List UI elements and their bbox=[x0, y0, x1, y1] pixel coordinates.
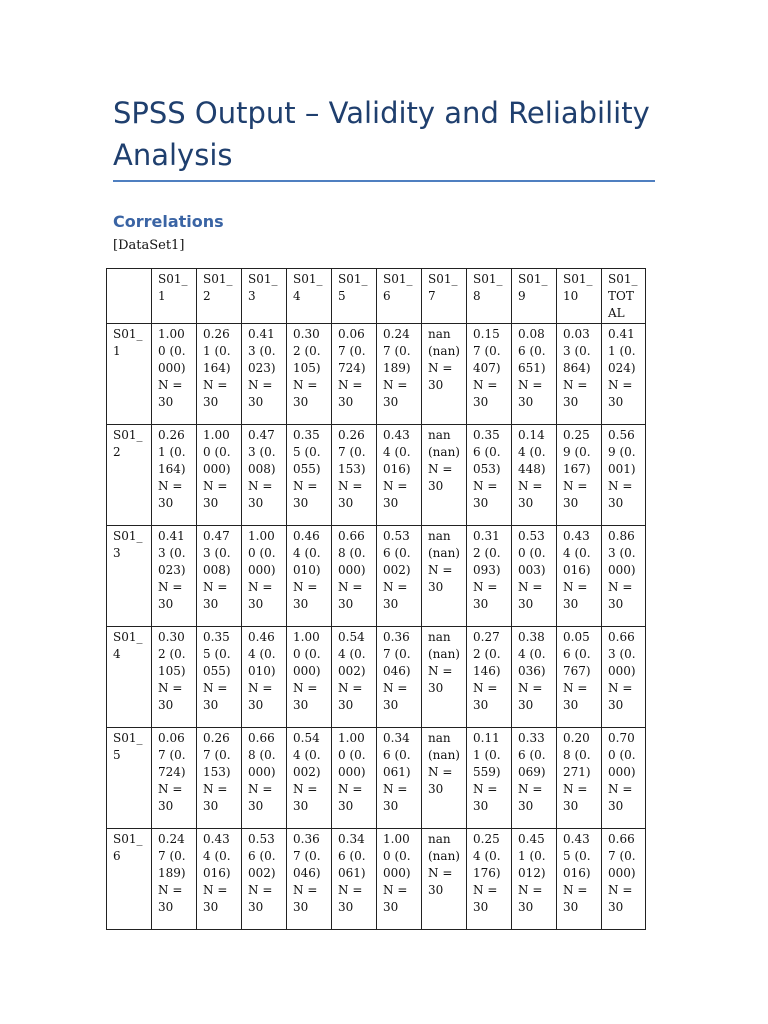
table-cell: 0.033 (0.864) N = 30 bbox=[557, 324, 602, 425]
table-cell: 0.067 (0.724) N = 30 bbox=[152, 728, 197, 829]
title-divider bbox=[113, 180, 655, 182]
table-cell: nan (nan) N = 30 bbox=[422, 526, 467, 627]
table-cell: 0.411 (0.024) N = 30 bbox=[602, 324, 646, 425]
table-cell: 0.434 (0.016) N = 30 bbox=[557, 526, 602, 627]
table-cell: 0.346 (0.061) N = 30 bbox=[377, 728, 422, 829]
table-cell: 0.464 (0.010) N = 30 bbox=[242, 627, 287, 728]
table-cell: 0.254 (0.176) N = 30 bbox=[467, 829, 512, 930]
table-cell: 0.663 (0.000) N = 30 bbox=[602, 627, 646, 728]
table-cell: 0.569 (0.001) N = 30 bbox=[602, 425, 646, 526]
table-cell: 0.367 (0.046) N = 30 bbox=[377, 627, 422, 728]
table-cell: 0.536 (0.002) N = 30 bbox=[242, 829, 287, 930]
table-cell: 1.000 (0.000) N = 30 bbox=[242, 526, 287, 627]
section-heading: Correlations bbox=[113, 212, 224, 231]
table-cell: 1.000 (0.000) N = 30 bbox=[332, 728, 377, 829]
table-cell: 0.413 (0.023) N = 30 bbox=[242, 324, 287, 425]
table-cell: 0.536 (0.002) N = 30 bbox=[377, 526, 422, 627]
table-cell: 0.355 (0.055) N = 30 bbox=[287, 425, 332, 526]
table-cell: 0.473 (0.008) N = 30 bbox=[197, 526, 242, 627]
table-cell: 0.157 (0.407) N = 30 bbox=[467, 324, 512, 425]
table-cell: 0.668 (0.000) N = 30 bbox=[242, 728, 287, 829]
column-header: S01_6 bbox=[377, 269, 422, 324]
row-header: S01_5 bbox=[107, 728, 152, 829]
table-header-row bbox=[107, 269, 646, 324]
table-row bbox=[107, 324, 646, 425]
page-title: SPSS Output – Validity and Reliability Analysis bbox=[113, 96, 650, 172]
table-corner-cell bbox=[107, 269, 152, 324]
table-cell: 0.356 (0.053) N = 30 bbox=[467, 425, 512, 526]
table-cell: 0.434 (0.016) N = 30 bbox=[377, 425, 422, 526]
table-cell: 0.086 (0.651) N = 30 bbox=[512, 324, 557, 425]
table-cell: 0.544 (0.002) N = 30 bbox=[287, 728, 332, 829]
table-cell: 0.863 (0.000) N = 30 bbox=[602, 526, 646, 627]
table-cell: 0.464 (0.010) N = 30 bbox=[287, 526, 332, 627]
column-header: S01_5 bbox=[332, 269, 377, 324]
table-row bbox=[107, 627, 646, 728]
table-cell: 0.367 (0.046) N = 30 bbox=[287, 829, 332, 930]
table-cell: 0.473 (0.008) N = 30 bbox=[242, 425, 287, 526]
table-cell: nan (nan) N = 30 bbox=[422, 728, 467, 829]
table-cell: 0.259 (0.167) N = 30 bbox=[557, 425, 602, 526]
table-cell: 0.067 (0.724) N = 30 bbox=[332, 324, 377, 425]
row-header: S01_2 bbox=[107, 425, 152, 526]
column-header: S01_10 bbox=[557, 269, 602, 324]
table-cell: 0.355 (0.055) N = 30 bbox=[197, 627, 242, 728]
table-row bbox=[107, 829, 646, 930]
table-cell: 0.208 (0.271) N = 30 bbox=[557, 728, 602, 829]
table-cell: 0.413 (0.023) N = 30 bbox=[152, 526, 197, 627]
table-cell: 0.435 (0.016) N = 30 bbox=[557, 829, 602, 930]
table-cell: 0.384 (0.036) N = 30 bbox=[512, 627, 557, 728]
table-cell: 0.302 (0.105) N = 30 bbox=[287, 324, 332, 425]
column-header: S01_8 bbox=[467, 269, 512, 324]
table-cell: 0.267 (0.153) N = 30 bbox=[332, 425, 377, 526]
table-cell: nan (nan) N = 30 bbox=[422, 324, 467, 425]
column-header: S01_2 bbox=[197, 269, 242, 324]
table-cell: 0.261 (0.164) N = 30 bbox=[152, 425, 197, 526]
table-cell: 0.451 (0.012) N = 30 bbox=[512, 829, 557, 930]
table-cell: 0.247 (0.189) N = 30 bbox=[152, 829, 197, 930]
table-cell: 0.302 (0.105) N = 30 bbox=[152, 627, 197, 728]
table-cell: 0.272 (0.146) N = 30 bbox=[467, 627, 512, 728]
column-header: S01_TOTAL bbox=[602, 269, 646, 324]
table-cell: 1.000 (0.000) N = 30 bbox=[152, 324, 197, 425]
table-cell: 0.668 (0.000) N = 30 bbox=[332, 526, 377, 627]
table-cell: 0.267 (0.153) N = 30 bbox=[197, 728, 242, 829]
table-cell: 0.667 (0.000) N = 30 bbox=[602, 829, 646, 930]
table-cell: 0.346 (0.061) N = 30 bbox=[332, 829, 377, 930]
table-cell: 1.000 (0.000) N = 30 bbox=[377, 829, 422, 930]
row-header: S01_6 bbox=[107, 829, 152, 930]
table-row bbox=[107, 425, 646, 526]
table-cell: 0.336 (0.069) N = 30 bbox=[512, 728, 557, 829]
table-cell: 0.700 (0.000) N = 30 bbox=[602, 728, 646, 829]
table-cell: 0.312 (0.093) N = 30 bbox=[467, 526, 512, 627]
column-header: S01_1 bbox=[152, 269, 197, 324]
table-cell: 0.144 (0.448) N = 30 bbox=[512, 425, 557, 526]
column-header: S01_9 bbox=[512, 269, 557, 324]
table-cell: 0.261 (0.164) N = 30 bbox=[197, 324, 242, 425]
table-row bbox=[107, 526, 646, 627]
table-cell: 1.000 (0.000) N = 30 bbox=[287, 627, 332, 728]
table-cell: nan (nan) N = 30 bbox=[422, 627, 467, 728]
table-cell: nan (nan) N = 30 bbox=[422, 829, 467, 930]
row-header: S01_1 bbox=[107, 324, 152, 425]
table-cell: 0.434 (0.016) N = 30 bbox=[197, 829, 242, 930]
table-row bbox=[107, 728, 646, 829]
row-header: S01_3 bbox=[107, 526, 152, 627]
table-cell: 0.247 (0.189) N = 30 bbox=[377, 324, 422, 425]
table-cell: 0.544 (0.002) N = 30 bbox=[332, 627, 377, 728]
column-header: S01_7 bbox=[422, 269, 467, 324]
table-cell: nan (nan) N = 30 bbox=[422, 425, 467, 526]
table-cell: 0.111 (0.559) N = 30 bbox=[467, 728, 512, 829]
table-cell: 0.056 (0.767) N = 30 bbox=[557, 627, 602, 728]
dataset-label: [DataSet1] bbox=[113, 238, 185, 253]
table-cell: 1.000 (0.000) N = 30 bbox=[197, 425, 242, 526]
column-header: S01_4 bbox=[287, 269, 332, 324]
column-header: S01_3 bbox=[242, 269, 287, 324]
row-header: S01_4 bbox=[107, 627, 152, 728]
correlations-table bbox=[106, 268, 646, 930]
table-cell: 0.530 (0.003) N = 30 bbox=[512, 526, 557, 627]
